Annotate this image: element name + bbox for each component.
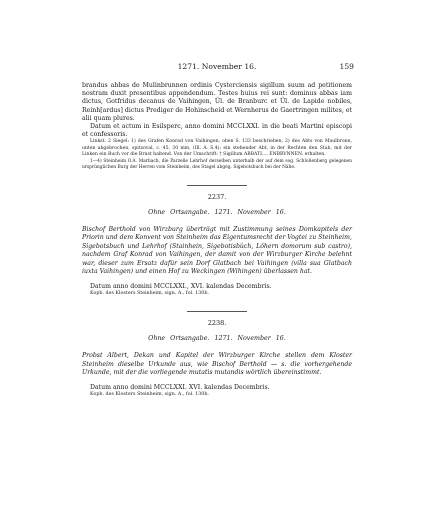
doc-2237-regest: Bischof Berthold von Wirzburg überträgt mit Zustimmung seines Domkapitels der Priorin und dem Konvent von Steinheim das Eigentumsrecht der Vogtei zu Steinheim, Sigebotsbuch und Lehrhof (Stainhein, Sigebotisbûch, Lôhern domorum sub castro), nachdem Graf Konrad von Vaihingen, der damit von der Wirzburger Kirche belehnt war, dieser zum Ersatz dafür sein Dorf Glatbach bei Vaihingen (villa sua Glatbach iuxta Vaihingen) und einen Hof zu Weckingen (Wihingen) überlassen hat. [82,226,352,276]
section-divider [187,185,247,186]
doc-2237-dateline: Ohne Ortsangabe. 1271. November 16. [148,209,286,217]
document-page [82,62,352,398]
doc-2237-number: 2237. [207,193,227,202]
doc-2238-datum: Datum anno domini MCCLXXI. XVI. kalendas Decembris. [90,383,270,391]
doc-2236-seal-note: Linkst. 2 Siegel: 1) des Grafen Konrad von Vaihingen, oben S. 133 beschrieben, 2) des Abts von Maulbronn, unten abgebrochen, spitzoval, c. 45, 30 mm, (Ill. A. S.4): ein stehender Abt, in der Rechten den Stab, mit der Linken ein Buch vor die Brust haltend. Von der Umschrift: † Sigillum ABBATI.... ENBRVNNEN. erhalten. [82,139,352,158]
doc-2237-source: Kopb. des Klosters Steinheim, sign. A., fol. 130b. [90,290,209,296]
doc-2236-continuation [82,82,352,171]
doc-2238 [82,319,352,398]
doc-2238-dateline: Ohne Ortsangabe. 1271. November 16. [148,335,286,343]
page-number: 159 [339,62,354,71]
doc-2236-text: brandus abbas de Mulinbrunnen ordinis Cysterciensis sigillum suum ad petitionem nostram duxit presentibus appendendum. Testes huius rei sunt: dominus abbas iam dictus, Gotfridus decanus de Vaihingen, Ül. de Branburc et Ül. de Lapide nobiles, Reinh[ardus] dictus Prediger de Hohinscheid et Wernherus de Gaertringen milites, et alii quam plures. [82,82,352,122]
doc-2238-number: 2238. [207,319,227,328]
doc-2237-datum: Datum anno domini MCCLXXI., XVI. kalendas Decembris. [90,282,272,290]
doc-2236-datum: Datum et actum in Esilsperc, anno domini MCCLXXI. in die beati Martini episcopi et confessoris. [82,123,352,139]
doc-2238-source: Kopb. des Klosters Steinheim, sign. A., fol. 130b. [90,391,209,397]
doc-2238-regest: Probst Albert, Dekan und Kapitel der Wirzburger Kirche stellen dem Kloster Steinheim dieselbe Urkunde aus, wie Bischof Berthold — s. die vorhergehende Urkunde, mit der die vorliegende mutatis mutandis wörtlich übereinstimmt. [82,352,352,377]
doc-2236-footnote: 1—4) Steinheim O.A. Marbach, die Parzelle Lehrhof derselben unterhalb der auf dem sog. Schloßenberg gelegenen ursprünglichen Burg der Herren vom Steinheim, des Stagel abgeg. Sigebotsbuch bei der Nähe. [82,158,352,170]
section-divider [187,311,247,312]
header-date: 1271. November 16. [177,62,257,71]
doc-2237 [82,193,352,297]
page-header [82,62,352,76]
